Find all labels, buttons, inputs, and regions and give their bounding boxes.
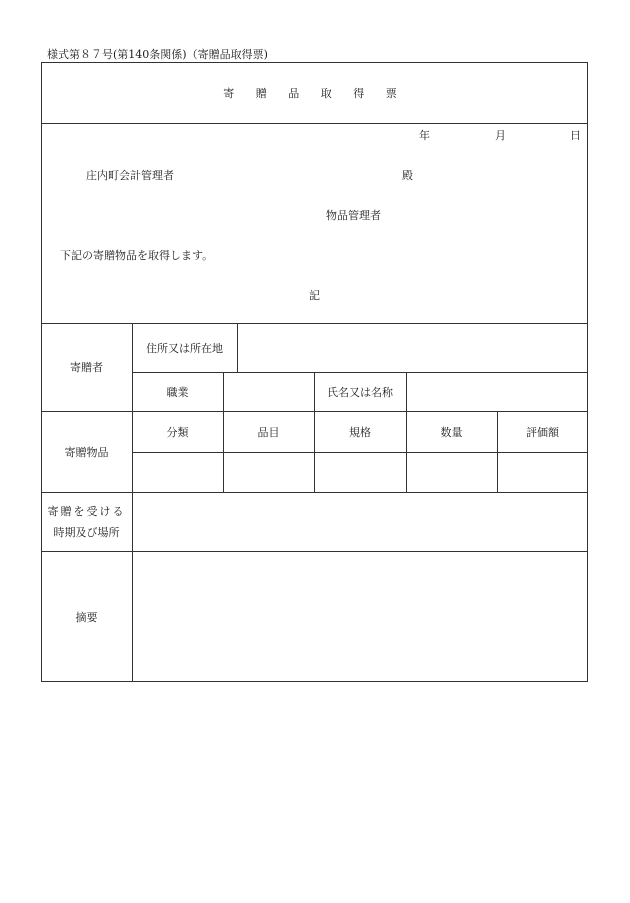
date-year: 年 <box>419 129 430 142</box>
name-label-divider <box>406 372 407 411</box>
name-label: 氏名又は名称 <box>327 385 393 399</box>
honorific: 殿 <box>402 169 413 182</box>
issuer: 物品管理者 <box>326 209 381 222</box>
date-month: 月 <box>495 129 506 142</box>
addressee: 庄内町会計管理者 <box>86 169 174 182</box>
timing-place-label-line2: 時期及び場所 <box>53 525 120 539</box>
donor-label: 寄贈者 <box>70 361 103 374</box>
address-label: 住所又は所在地 <box>146 341 223 355</box>
date-day: 日 <box>570 129 581 142</box>
form-number: 様式第８７号(第140条関係)（寄贈品取得票) <box>47 48 268 61</box>
goods-col-category: 分類 <box>166 425 189 439</box>
divider-title <box>41 123 588 124</box>
form-title: 寄 贈 品 取 得 票 <box>223 86 406 100</box>
goods-col-spec: 規格 <box>349 425 371 439</box>
statement: 下記の寄贈物品を取得します。 <box>60 249 214 262</box>
timing-place-label <box>41 492 132 551</box>
timing-place-label-line1: 寄贈を受ける <box>47 504 126 518</box>
divider-goods-inner <box>132 452 588 453</box>
goods-col-item: 品目 <box>257 425 280 439</box>
ki-mark: 記 <box>309 289 320 302</box>
goods-col-value: 評価額 <box>526 425 559 439</box>
goods-col-quantity: 数量 <box>440 425 463 439</box>
occupation-label: 職業 <box>166 385 189 399</box>
remarks-label: 摘要 <box>75 610 98 624</box>
goods-label: 寄贈物品 <box>64 445 109 459</box>
occupation-value-divider-1 <box>223 372 224 411</box>
address-label-divider <box>237 323 238 372</box>
